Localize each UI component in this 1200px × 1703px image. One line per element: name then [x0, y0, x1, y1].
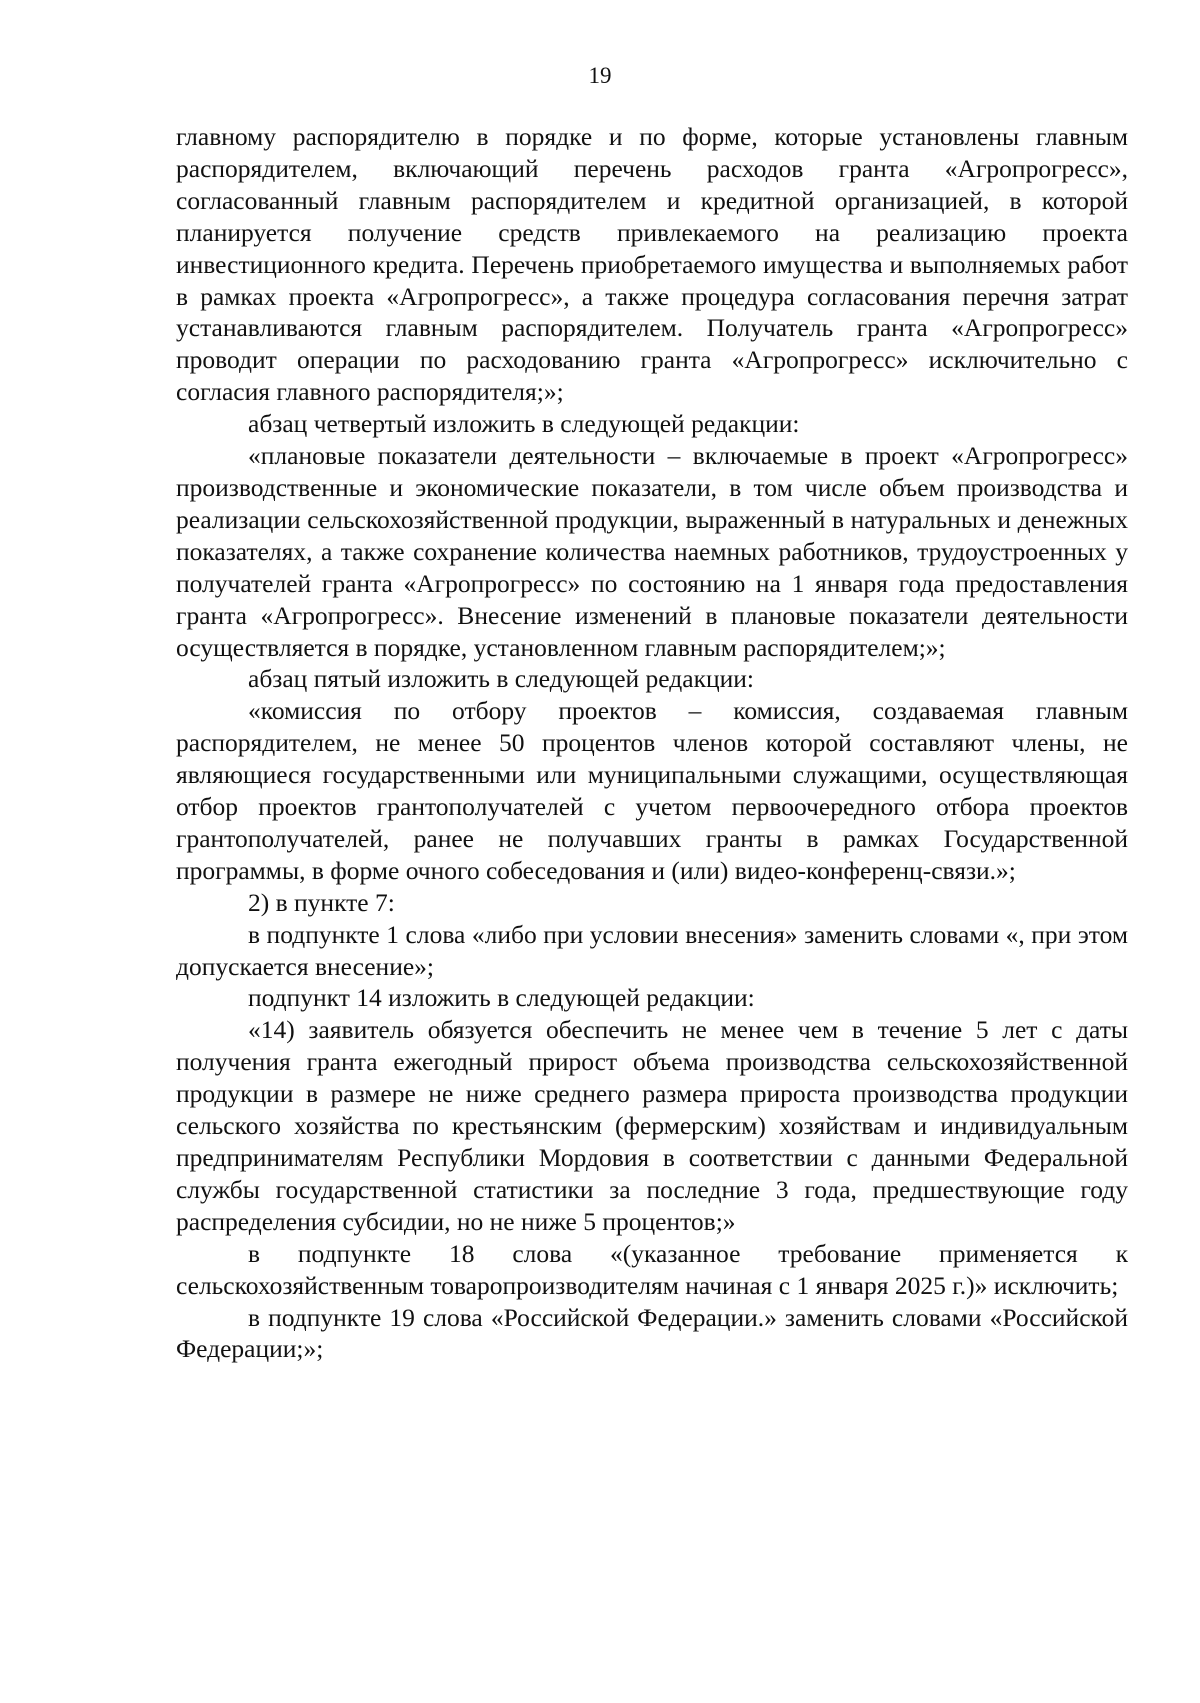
page-number: 19 — [588, 63, 612, 88]
paragraph-commission: «комиссия по отбору проектов – комиссия, создаваемая главным распорядителем, не менее 50 процентов членов которой составляют члены, не являющиеся государственными или муниципальными служащими, осуществляющая отбор проектов грантополучателей с учетом первоочередного отбора проектов грантополучателей, ранее не получавших гранты в рамках Государственной программы, в форме очного собеседования и (или) видео-конференц-связи.»; — [176, 696, 1128, 885]
paragraph-subitem-14: «14) заявитель обязуется обеспечить не менее чем в течение 5 лет с даты получения гранта ежегодный прирост объема производства сельскохозяйственной продукции в размере не ниже среднего размера прироста производства продукции сельского хозяйства по крестьянским (фермерским) хозяйствам и индивидуальным предпринимателям Республики Мордовия в соответствии с данными Федеральной службы государственной статистики за последние 3 года, предшествующие году распределения субсидии, но не ниже 5 процентов;» — [176, 1015, 1128, 1236]
paragraph-instruction-subitem-14: подпункт 14 изложить в следующей редакции: — [248, 983, 755, 1013]
paragraph-planned-indicators: «плановые показатели деятельности – включаемые в проект «Агропрогресс» производственные и экономические показатели, в том числе объем производства и реализации сельскохозяйственной продукции, выраженный в натуральных и денежных показателях, а также сохранение количества наемных работников, трудоустроенных у получателей гранта «Агропрогресс» по состоянию на 1 января года предоставления гранта «Агропрогресс». Внесение изменений в плановые показатели деятельности осуществляется в порядке, установленном главным распорядителем;»; — [176, 441, 1128, 662]
paragraph-item-7: 2) в пункте 7: — [248, 887, 395, 917]
paragraph-subitem-19: в подпункте 19 слова «Российской Федерации.» заменить словами «Российской Федерации;»; — [176, 1302, 1128, 1364]
paragraph-continuation: главному распорядителю в порядке и по форме, которые установлены главным распорядителем, включающий перечень расходов гранта «Агропрогресс», согласованный главным распорядителем и кредитной организацией, в которой планируется получение средств привлекаемого на реализацию проекта инвестиционного кредита. Перечень приобретаемого имущества и выполняемых работ в рамках проекта «Агропрогресс», а также процедура согласования перечня затрат устанавливаются главным распорядителем. Получатель гранта «Агропрогресс» проводит операции по расходованию гранта «Агропрогресс» исключительно с согласия главного распорядителя;»; — [176, 122, 1128, 407]
paragraph-subitem-18: в подпункте 18 слова «(указанное требование применяется к сельскохозяйственным товаропроизводителям начиная с 1 января 2025 г.)» исключить; — [176, 1238, 1128, 1300]
document-body — [176, 121, 1128, 1365]
paragraph-instruction-abzac-4: абзац четвертый изложить в следующей редакции: — [248, 409, 800, 439]
paragraph-subitem-1: в подпункте 1 слова «либо при условии внесения» заменить словами «, при этом допускается внесение»; — [176, 919, 1128, 981]
paragraph-instruction-abzac-5: абзац пятый изложить в следующей редакции: — [248, 664, 754, 694]
